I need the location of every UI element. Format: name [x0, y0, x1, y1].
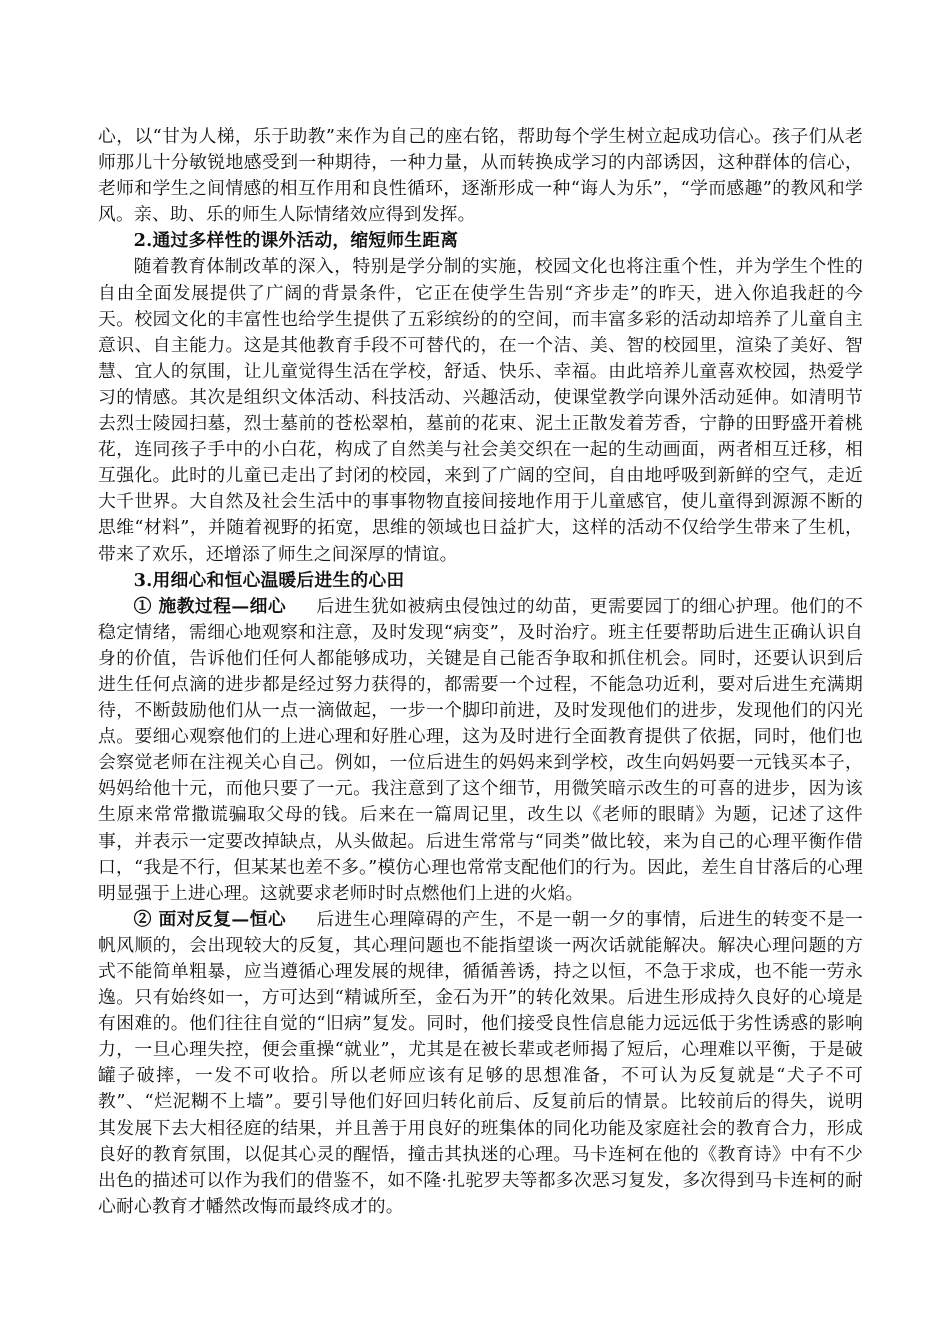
paragraph-4-body: 后进生心理障碍的产生，不是一朝一夕的事情，后进生的转变不是一帆风顺的，会出现较大的反复，其心理问题也不能指望谈一两次话就能解决。解决心理问题的方式不能简单粗暴，应当遵循心理发展的规律，循循善诱，持之以恒，不急于求成，也不能一劳永逸。只有始终如一，方可达到“精诚所至，金石为开”的转化效果。后进生形成持久良好的心境是有困难的。他们往往自觉的“旧病”复发。同时，他们接受良性信息能力远远低于劣性诱惑的影响力，一旦心理失控，便会重操“就业”，尤其是在被长辈或老师揭了短后，心理难以平衡，于是破罐子破摔，一发不可收拾。所以老师应该有足够的思想准备，不可认为反复就是“犬子不可教”、“烂泥糊不上墙”。要引导他们好回归转化前后、反复前后的情景。比较前后的得失，说明其发展下去大相径庭的结果，并且善于用良好的班集体的同化功能及家庭社会的教育合力，形成良好的教育氛围，以促其心灵的醒悟，撞击其执迷的心理。马卡连柯在他的《教育诗》中有不少出色的描述可以作为我们的借鉴不，如不隆·扎驼罗夫等都多次恶习复发，多次得到马卡连柯的耐心耐心教育才幡然改悔而最终成才的。	[98, 908, 863, 1217]
subheading-patience: ① 施教过程—细心	[133, 595, 287, 617]
paragraph-2: 随着教育体制改革的深入，特别是学分制的实施，校园文化也将注重个性，并为学生个性的自由全面发展提供了广阔的背景条件，它正在使学生告别“齐步走”的昨天，进入你追我赶的今天。校园文化的丰富性也给学生提供了五彩缤纷的的空间，而丰富多彩的活动却培养了儿童自主意识、自主能力。这是其他教育手段不可替代的，在一个洁、美、智的校园里，渲染了美好、智慧、宜人的氛围，让儿童觉得生活在学校，舒适、快乐、幸福。由此培养儿童喜欢校园，热爱学习的情感。其次是组织文体活动、科技活动、兴趣活动，使课堂教学向课外活动延伸。如清明节去烈士陵园扫墓，烈士墓前的苍松翠柏，墓前的花束、泥土正散发着芳香，宁静的田野盛开着桃花，连同孩子手中的小白花，构成了自然美与社会美交织在一起的生动画面，两者相互迁移，相互强化。此时的儿童已走出了封闭的校园，来到了广阔的空间，自由地呼吸到新鲜的空气，走近大千世界。大自然及社会生活中的事事物物直接间接地作用于儿童感官，使儿童得到源源不断的思维“材料”，并随着视野的拓宽，思维的领域也日益扩大，这样的活动不仅给学生带来了生机，带来了欢乐，还增添了师生之间深厚的情谊。	[98, 256, 863, 565]
section-heading-3: 3.用细心和恒心温暖后进生的心田	[133, 569, 405, 591]
paragraph-3	[98, 594, 863, 907]
document-page	[98, 124, 863, 1220]
section-heading-2: 2.通过多样性的课外活动，缩短师生距离	[133, 230, 459, 252]
paragraph-4	[98, 907, 863, 1220]
paragraph-3-body: 后进生犹如被病虫侵蚀过的幼苗，更需要园丁的细心护理。他们的不稳定情绪，需细心地观察和注意，及时发现“病变”，及时治疗。班主任要帮助后进生正确认识自身的价值，告诉他们任何人都能够成功，关键是自己能否争取和抓住机会。同时，还要认识到后进生任何点滴的进步都是经过努力获得的，都需要一个过程，不能急功近利，要对后进生充满期待，不断鼓励他们从一点一滴做起，一步一个脚印前进，及时发现他们的进步，发现他们的闪光点。要细心观察他们的上进心理和好胜心理，这为及时进行全面教育提供了依据，同时，他们也会察觉老师在注视关心自己。例如，一位后进生的妈妈来到学校，改生向妈妈要一元钱买本子，妈妈给他十元，而他只要了一元。我注意到了这个细节，用微笑暗示改生的可喜的进步，因为该生原来常常撒谎骗取父母的钱。后来在一篇周记里，改生以《老师的眼睛》为题，记述了这件事，并表示一定要改掉缺点，从头做起。后进生常常与“同类”做比较，来为自己的心理平衡作借口，“我是不行，但某某也差不多。”模仿心理也常常支配他们的行为。因此，差生自甘落后的心理明显强于上进心理。这就要求老师时时点燃他们上进的火焰。	[98, 595, 863, 904]
paragraph-1: 心，以“甘为人梯，乐于助教”来作为自己的座右铭，帮助每个学生树立起成功信心。孩子们从老师那儿十分敏锐地感受到一种期待，一种力量，从而转换成学习的内部诱因，这种群体的信心，老师和学生之间情感的相互作用和良性循环，逐渐形成一种“诲人为乐”，“学而感趣”的教风和学风。亲、助、乐的师生人际情绪效应得到发挥。	[98, 126, 863, 226]
subheading-perseverance: ② 面对反复—恒心	[133, 908, 287, 930]
